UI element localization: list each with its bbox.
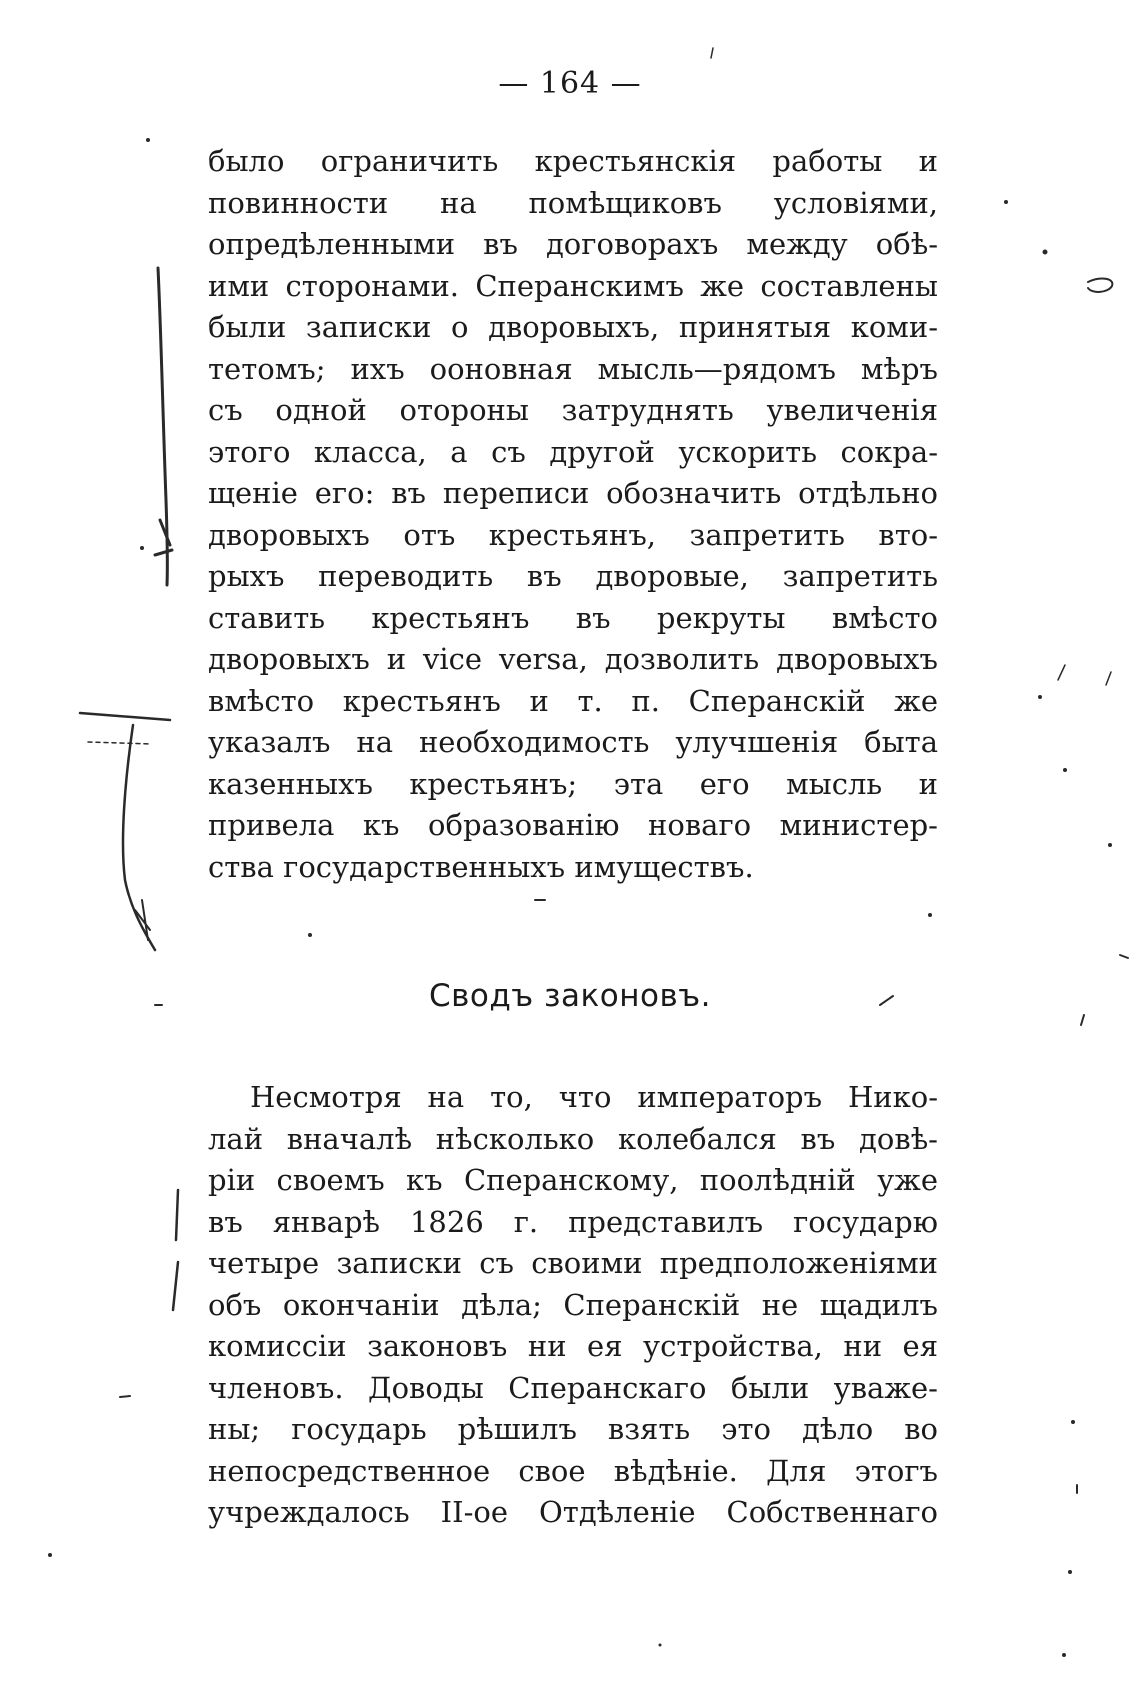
text-line: ны; государь рѣшилъ взять это дѣло во xyxy=(208,1412,938,1446)
stray-dot xyxy=(659,1644,662,1647)
text-line: рыхъ переводить въ дворовые, запретить xyxy=(208,559,938,593)
text-line: тетомъ; ихъ ооновная мысль—рядомъ мѣръ xyxy=(208,351,938,386)
paragraph-1 xyxy=(208,141,938,888)
text-line: ими сторонами. Сперанскимъ же составлены xyxy=(208,268,938,303)
text-line: были записки о дворовыхъ, принятыя коми- xyxy=(208,310,938,344)
text-line: казенныхъ крестьянъ; эта его мысль и xyxy=(208,766,938,801)
text-line: объ окончаніи дѣла; Сперанскій не щадилъ xyxy=(208,1287,938,1322)
stray-dot xyxy=(1063,768,1067,772)
stray-dot xyxy=(308,933,312,937)
text-line: учреждалось II-ое Отдѣленіе Собственнаго xyxy=(208,1495,938,1529)
stray-dot xyxy=(1108,843,1112,847)
margin-tick-mark xyxy=(155,520,172,555)
text-line: повинности на помѣщиковъ условіями, xyxy=(208,185,938,220)
margin-dashed-mark xyxy=(88,742,150,744)
stray-dot xyxy=(1004,200,1008,204)
text-line: ства государственныхъ имуществъ. xyxy=(208,849,754,884)
section-heading: Сводъ законовъ. xyxy=(428,978,711,1014)
text-line: было ограничить крестьянскія работы и xyxy=(208,144,938,178)
paragraph-2 xyxy=(208,1077,938,1534)
margin-t-mark xyxy=(80,713,170,950)
text-line: вмѣсто крестьянъ и т. п. Сперанскій же xyxy=(208,683,938,718)
text-line: дворовыхъ и vice versa, дозволить дворовыхъ xyxy=(208,642,938,676)
text-line: ріи своемъ къ Сперанскому, поолѣдній уже xyxy=(208,1163,938,1197)
margin-loop-mark xyxy=(1088,279,1112,292)
stray-dot xyxy=(928,913,932,917)
stray-dot xyxy=(146,138,150,142)
stray-mark xyxy=(1120,955,1128,958)
margin-short-line xyxy=(176,1190,178,1240)
stray-dot xyxy=(1071,1420,1075,1424)
text-line: щеніе его: въ переписи обозначить отдѣльно xyxy=(208,476,938,510)
text-line: ставить крестьянъ въ рекруты вмѣсто xyxy=(208,600,938,635)
text-line: опредѣленными въ договорахъ между обѣ- xyxy=(208,227,938,261)
stray-dot xyxy=(1062,1653,1066,1657)
stray-dot xyxy=(1038,695,1042,699)
stray-mark xyxy=(1106,672,1111,685)
text-line: Несмотря на то, что императоръ Нико- xyxy=(250,1080,938,1114)
page-number: — 164 — xyxy=(498,66,642,101)
stray-mark xyxy=(120,1396,130,1397)
margin-scribble xyxy=(135,900,150,940)
stray-dot xyxy=(1043,250,1048,255)
text-line: членовъ. Доводы Сперанскаго были уваже- xyxy=(208,1370,938,1405)
stray-mark xyxy=(1058,665,1065,680)
text-line: лай вначалѣ нѣсколько колебался въ довѣ- xyxy=(208,1121,938,1156)
text-line: четыре записки съ своими предположеніями xyxy=(208,1246,938,1280)
stray-dot xyxy=(48,1553,52,1557)
text-line: въ январѣ 1826 г. представилъ государю xyxy=(208,1204,938,1239)
margin-short-line xyxy=(173,1262,178,1310)
stray-dot xyxy=(1068,1570,1072,1574)
text-line: указалъ на необходимость улучшенія быта xyxy=(208,725,938,759)
text-line: комиссіи законовъ ни ея устройства, ни ея xyxy=(208,1329,938,1363)
stray-dot xyxy=(140,546,144,550)
margin-vertical-line xyxy=(158,268,167,585)
stray-mark xyxy=(711,48,713,58)
stray-mark xyxy=(1081,1015,1084,1025)
text-line: этого класса, а съ другой ускорить сокра- xyxy=(208,434,938,469)
text-line: привела къ образованію новаго министер- xyxy=(208,808,938,842)
text-line: съ одной отороны затруднять увеличенія xyxy=(208,393,938,427)
text-line: дворовыхъ отъ крестьянъ, запретить вто- xyxy=(208,517,938,552)
text-line: непосредственное свое вѣдѣніе. Для этогъ xyxy=(208,1453,938,1488)
